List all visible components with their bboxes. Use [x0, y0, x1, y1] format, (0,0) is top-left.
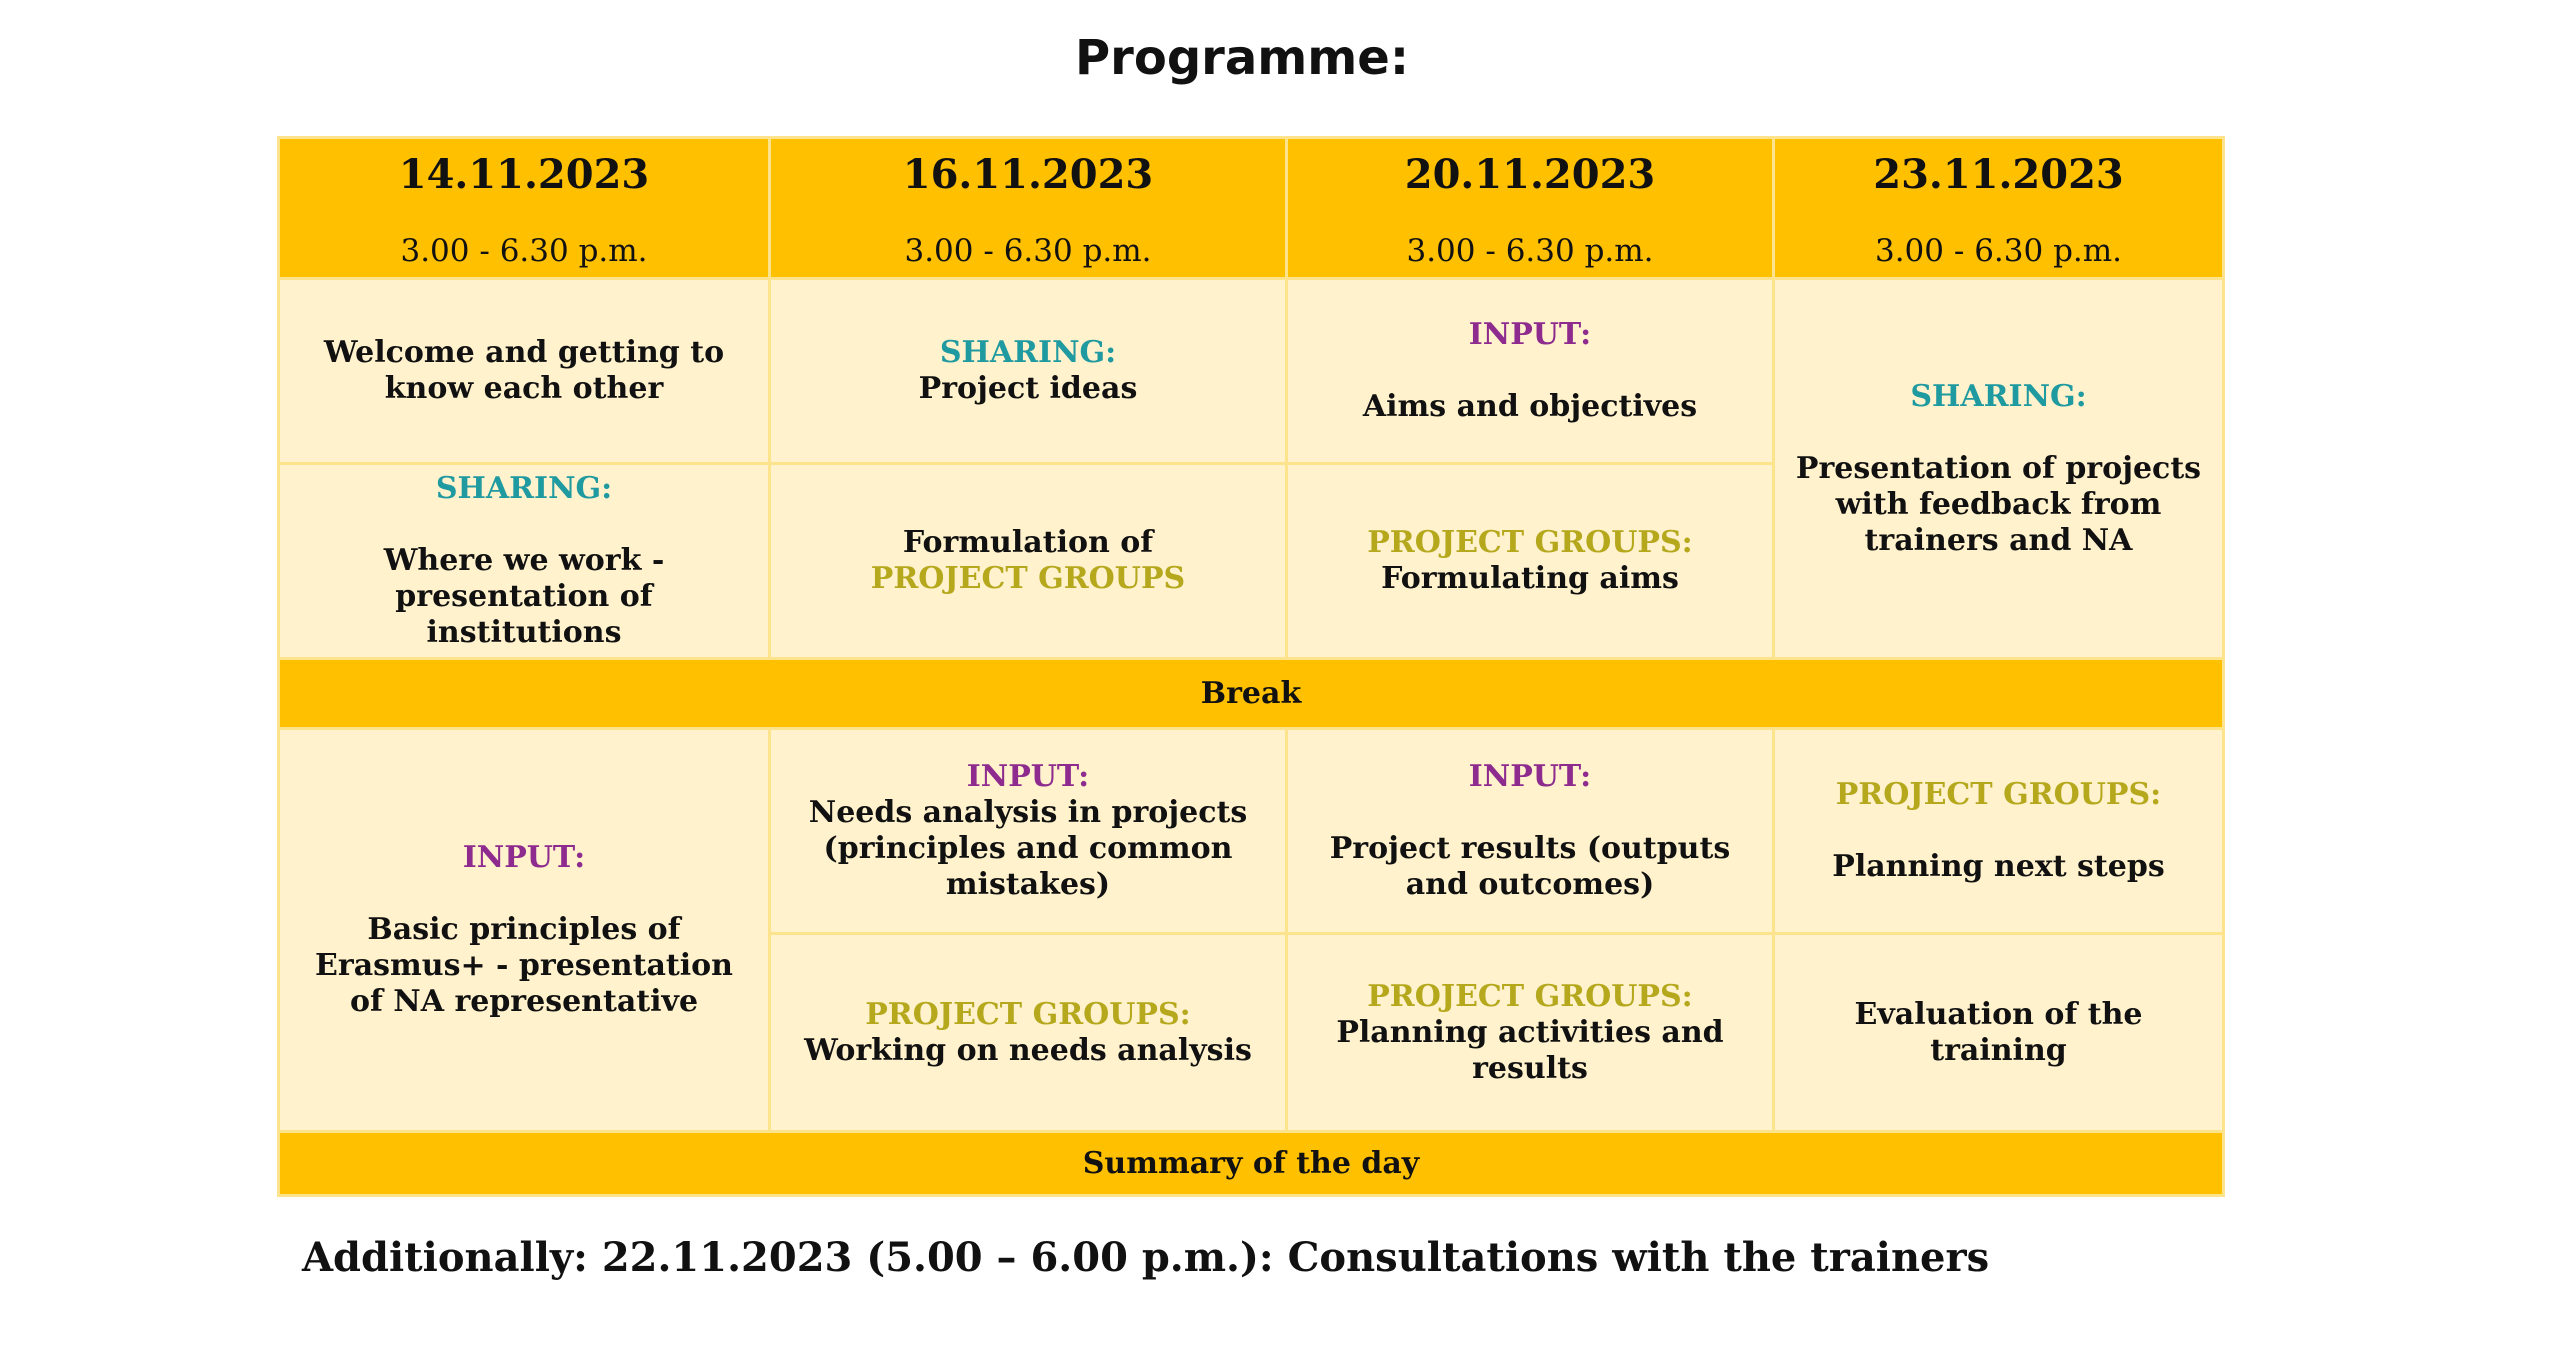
session-d3-input-results — [1287, 729, 1774, 934]
session-text: Basic principles of Erasmus+ - presentation of NA representative — [315, 912, 733, 1019]
session-text: Presentation of projects with feedback from trainers and NA — [1795, 450, 2202, 558]
sharing-label: SHARING: — [435, 471, 613, 506]
project-groups-label: PROJECT GROUPS: — [1367, 978, 1693, 1014]
session-d2-input — [770, 729, 1287, 934]
page-title: Programme: — [1074, 30, 1410, 86]
day-date: 14.11.2023 — [398, 151, 650, 198]
day-date: 23.11.2023 — [1873, 151, 2124, 198]
session-d3-groups — [1287, 464, 1774, 659]
input-label: INPUT: — [1468, 317, 1592, 352]
session-d3-groups-planning — [1287, 934, 1774, 1132]
project-groups-label: PROJECT GROUPS: — [1835, 777, 2162, 812]
day-header-4 — [1774, 138, 2224, 279]
session-text: Formulating aims — [1381, 561, 1679, 596]
sharing-label: SHARING: — [939, 335, 1117, 370]
session-text: Needs analysis in projects (principles and common mistakes) — [808, 795, 1248, 902]
project-groups-label: PROJECT GROUPS: — [1367, 525, 1693, 560]
session-text: Where we work - presentation of institutions — [383, 543, 665, 650]
summary-row: Summary of the day — [279, 1132, 2224, 1196]
session-d1-welcome — [279, 279, 770, 464]
day-time: 3.00 - 6.30 p.m. — [400, 233, 648, 269]
project-groups-label: PROJECT GROUPS: — [865, 996, 1191, 1032]
session-d2-groups — [770, 934, 1287, 1132]
session-d1-input — [279, 729, 770, 1132]
input-label: INPUT: — [966, 759, 1090, 794]
input-label: INPUT: — [1468, 759, 1592, 794]
additional-note: Additionally: 22.11.2023 (5.00 – 6.00 p.m.): Consultations with the trainers — [302, 1234, 1990, 1281]
day-date: 20.11.2023 — [1404, 151, 1656, 198]
session-d2-sharing — [770, 279, 1287, 464]
session-d4-evaluation — [1774, 934, 2224, 1132]
programme-table — [277, 136, 2225, 1197]
sharing-label: SHARING: — [1910, 378, 2087, 414]
session-text: Evaluation of the training — [1854, 996, 2143, 1068]
day-header-2 — [770, 138, 1287, 279]
session-d4-sharing — [1774, 279, 2224, 659]
session-d3-input — [1287, 279, 1774, 464]
session-text: Formulation of — [902, 525, 1154, 560]
session-text: Project results (outputs and outcomes) — [1329, 831, 1731, 902]
session-text: Welcome and getting to know each other — [323, 335, 725, 406]
break-row: Break — [279, 659, 2224, 729]
day-time: 3.00 - 6.30 p.m. — [904, 233, 1152, 269]
project-groups-label: PROJECT GROUPS — [870, 561, 1186, 596]
day-time: 3.00 - 6.30 p.m. — [1406, 233, 1654, 269]
day-date: 16.11.2023 — [902, 151, 1154, 198]
session-text: Planning next steps — [1832, 849, 2165, 884]
session-text: Project ideas — [918, 371, 1138, 406]
session-text: Planning activities and results — [1336, 1014, 1724, 1086]
session-text: Aims and objectives — [1362, 389, 1698, 424]
session-text: Working on needs analysis — [804, 1032, 1252, 1068]
day-header-1 — [279, 138, 770, 279]
session-d4-groups — [1774, 729, 2224, 934]
session-d1-sharing — [279, 464, 770, 659]
day-time: 3.00 - 6.30 p.m. — [1874, 233, 2123, 269]
day-header-3 — [1287, 138, 1774, 279]
input-label: INPUT: — [462, 840, 586, 875]
session-d2-formulation — [770, 464, 1287, 659]
